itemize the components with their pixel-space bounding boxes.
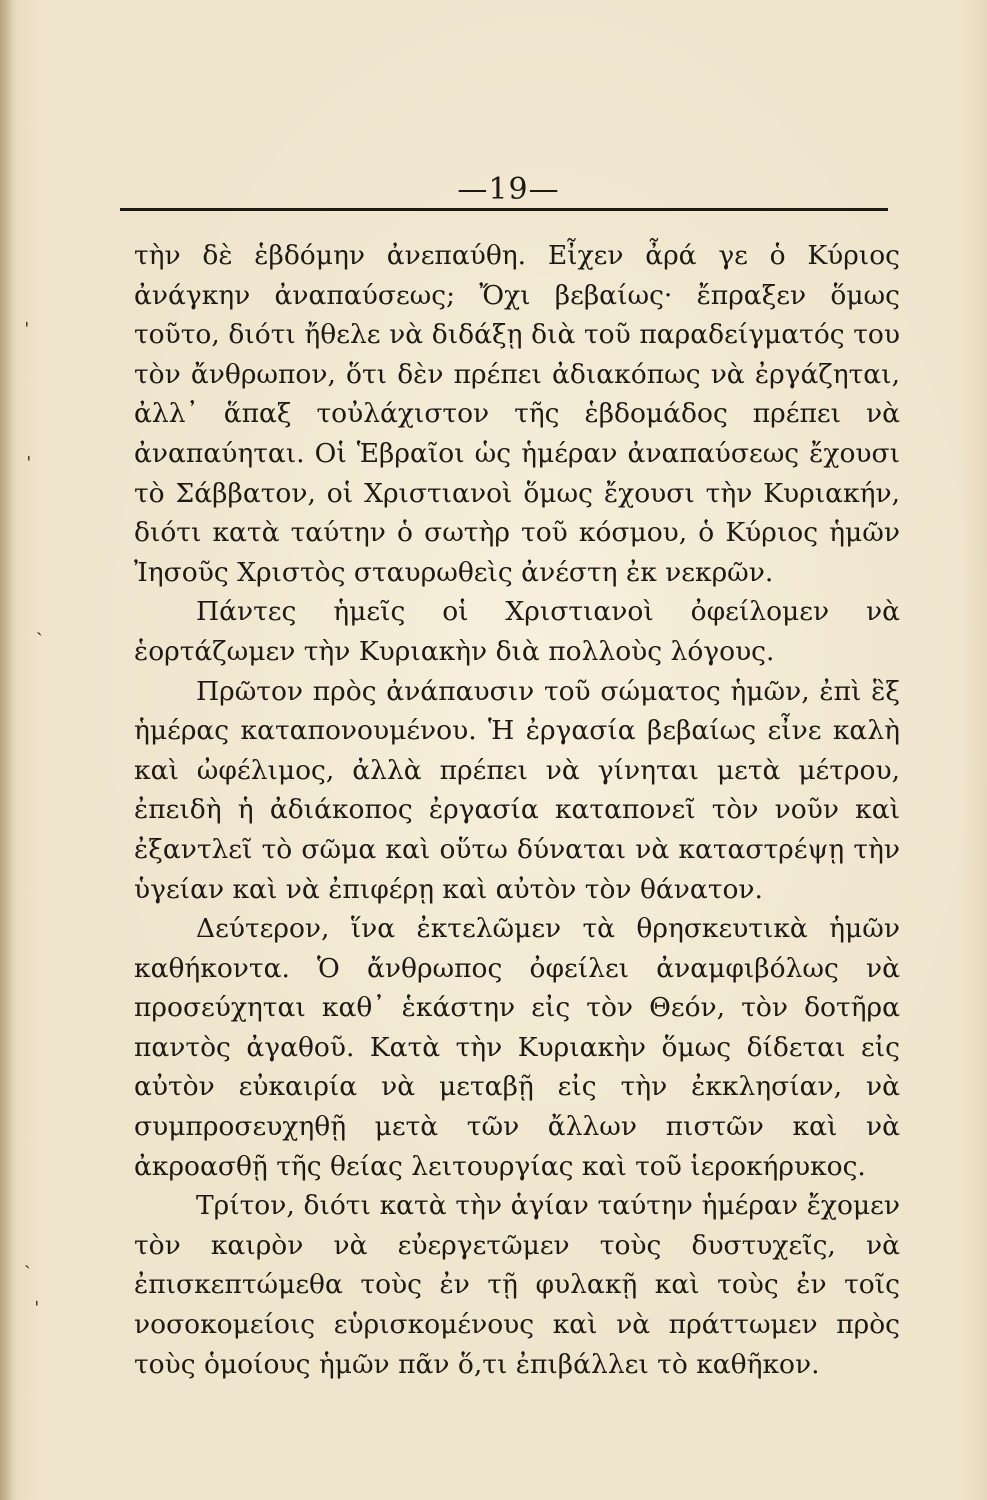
margin-mark: ˌ — [34, 1284, 40, 1308]
paragraph-2: Πάντες ἡμεῖς οἱ Χριστιανοὶ ὀφείλομεν νὰ ἑορτάζωμεν τὴν Κυριακὴν διὰ πολλοὺς λόγους. — [134, 596, 900, 667]
margin-mark: ˈ — [26, 452, 32, 476]
page-fold-shadow — [0, 0, 14, 1500]
margin-mark: ˎ — [36, 612, 43, 636]
paragraph-3: Πρῶτον πρὸς ἀνάπαυσιν τοῦ σώματος ἡμῶν, ἐπὶ ἓξ ἡμέρας καταπονουμένου. Ἡ ἐργασία βεβαίως εἶνε καλὴ καὶ ὠφέλιμος, ἀλλὰ πρέπει νὰ γίνηται μετὰ μέτρου, ἐπειδὴ ἡ ἀδιάκοπος ἐργασία καταπονεῖ τὸν νοῦν καὶ ἐξαντλεῖ τὸ σῶμα καὶ οὕτω δύναται νὰ καταστρέψῃ τὴν ὑγείαν καὶ νὰ ἐπιφέρῃ καὶ αὐτὸν τὸν θάνατον. — [134, 675, 900, 905]
paragraph-5: Τρίτον, διότι κατὰ τὴν ἁγίαν ταύτην ἡμέραν ἔχομεν τὸν καιρὸν νὰ εὐεργετῶμεν τοὺς δυστυχεῖς, νὰ ἐπισκεπτώμεθα τοὺς ἐν τῇ φυλακῇ καὶ τοὺς ἐν τοῖς νοσοκομείοις εὑρισκομένους καὶ νὰ πράττωμεν πρὸς τοὺς ὁμοίους ἡμῶν πᾶν ὅ,τι ἐπιβάλλει τὸ καθῆκον. — [134, 1190, 900, 1380]
page-number: —19— — [457, 172, 560, 207]
paragraph-4: Δεύτερον, ἵνα ἐκτελῶμεν τὰ θρησκευτικὰ ἡμῶν καθήκοντα. Ὁ ἄνθρωπος ὀφείλει ἀναμφιβόλως νὰ προσεύχηται καθ᾽ ἑκάστην εἰς τὸν Θεόν, τὸν δοτῆρα παντὸς ἀγαθοῦ. Κατὰ τὴν Κυριακὴν ὅμως δίδεται εἰς αὐτὸν εὐκαιρία νὰ μεταβῇ εἰς τὴν ἐκκλησίαν, νὰ συμπροσευχηθῇ μετὰ τῶν ἄλλων πιστῶν καὶ νὰ ἀκροασθῇ τῆς θείας λειτουργίας καὶ τοῦ ἱεροκήρυκος. — [134, 913, 900, 1182]
margin-mark: ˏ — [24, 1245, 31, 1269]
body-text — [134, 236, 900, 1384]
margin-mark: ˌ — [24, 305, 30, 329]
header-rule — [120, 208, 888, 211]
paragraph-1: τὴν δὲ ἑβδόμην ἀνεπαύθη. Εἶχεν ἆρά γε ὁ Κύριος ἀνάγκην ἀναπαύσεως; Ὄχι βεβαίως· ἔπραξεν ὅμως τοῦτο, διότι ἤθελε νὰ διδάξῃ διὰ τοῦ παραδείγματός του τὸν ἄνθρωπον, ὅτι δὲν πρέπει ἀδιακόπως νὰ ἐργάζηται, ἀλλ᾽ ἅπαξ τοὐλάχιστον τῆς ἑβδομάδος πρέπει νὰ ἀναπαύηται. Οἱ Ἑβραῖοι ὡς ἡμέραν ἀναπαύσεως ἔχουσι τὸ Σάββατον, οἱ Χριστιανοὶ ὅμως ἔχουσι τὴν Κυριακήν, διότι κατὰ ταύτην ὁ σωτὴρ τοῦ κόσμου, ὁ Κύριος ἡμῶν Ἰησοῦς Χριστὸς σταυρωθεὶς ἀνέστη ἐκ νεκρῶν. — [134, 240, 900, 588]
